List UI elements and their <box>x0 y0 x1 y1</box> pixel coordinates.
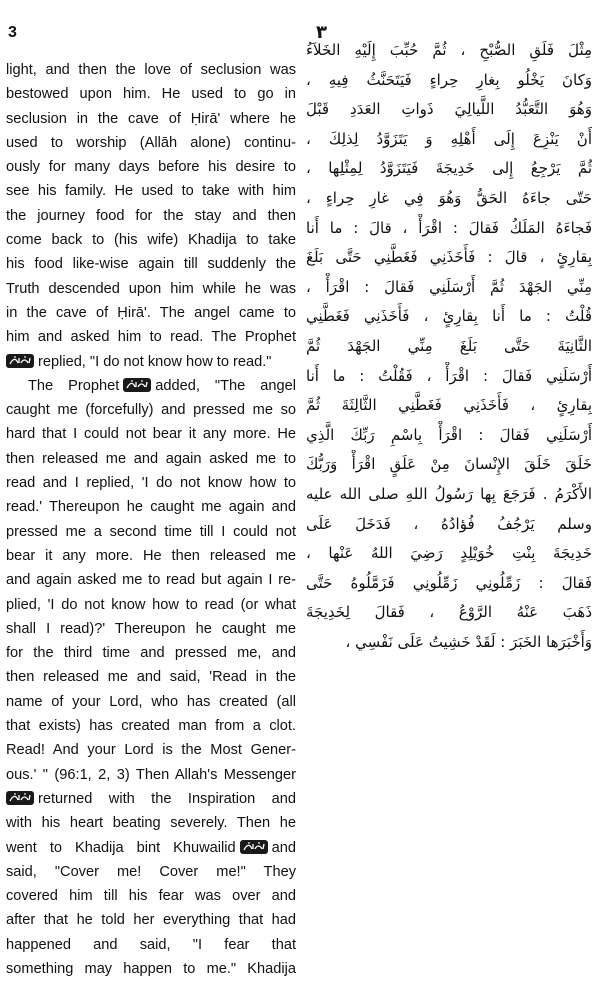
english-line-text: replied, "I do not know how to read." <box>38 353 272 370</box>
arabic-text-column <box>306 36 592 657</box>
english-line: said, "Cover me! Cover me!" They <box>6 863 296 880</box>
english-line: ously for many days before his desire to <box>6 159 296 176</box>
arabic-line: فَقالَ : زَمِّلُونِي زَمِّلُونِي فَزَمَّلُوهُ حَتَّى <box>306 573 592 592</box>
arabic-line: خَلَقَ خَلَقَ الإِنْسانَ مِنْ عَلَقٍ اقْرَأْ وَرَبُّكَ <box>306 455 592 474</box>
page-number-english: 3 <box>8 24 17 41</box>
english-line: Read! And your Lord is the Most Gener- <box>6 742 296 759</box>
english-line: that exists) has created man from a clot. <box>6 718 296 735</box>
english-line-text: added, "The angel <box>155 377 296 394</box>
arabic-line: وَكانَ يَخْلُو بِغارِ حِراءٍ فَيَتَحَنَّثُ فِيهِ ، <box>306 70 592 89</box>
english-line-text: returned with the Inspiration and <box>38 790 296 807</box>
english-line: caught me (forcefully) and pressed me so <box>6 402 296 419</box>
arabic-line: وَهُوَ التَّعَبُّدُ اللَّيالِيَ ذَواتِ العَدَدِ قَبْلَ <box>306 100 592 119</box>
english-line: the journey food for the stay and then <box>6 207 296 224</box>
english-line: hard that I could not bear it any more. He <box>6 426 296 443</box>
arabic-line: أَنْ يَنْزِعَ إِلَى أَهْلِهِ وَ يَتَزَوَّدُ لِذلِكَ ، <box>306 129 592 148</box>
arabic-line: وَأَخْبَرَها الخَبَرَ : لَقَدْ خَشِيتُ عَلَى نَفْسِي ، <box>345 632 592 651</box>
arabic-line: بِقارِئٍ ، قالَ : فَأَخَذَنِي فَغَطَّنِي حَتَّى بَلَغَ <box>306 248 592 267</box>
english-line: seclusion in the cave of Ḥirā' where he <box>6 110 296 127</box>
arabic-line: خَدِيجَةَ بِنْتِ خُوَيْلِدٍ رَضِيَ اللهُ عَنْها ، <box>306 544 592 563</box>
arabic-line: ثُمَّ يَرْجِعُ إِلى خَدِيجَةَ فَيَتَزَوَّدُ لِمِثْلِها ، <box>306 159 592 178</box>
english-line: bear it any more. He then released me <box>6 547 296 564</box>
english-line: shall I read)?' Thereupon he caught me <box>6 620 296 637</box>
arabic-line: الأَكْرَمُ . فَرَجَعَ بِها رَسُولُ اللهِ صلى الله عليه <box>306 484 592 503</box>
arabic-line: بِقارِئٍ ، فَأَخَذَنِي فَغَطَّنِي الثَّالِثَةَ ثُمَّ <box>306 396 592 415</box>
page-number-arabic: ٣ <box>316 22 327 43</box>
english-line: happened and said, "I fear that <box>6 936 296 953</box>
english-line-with-icon <box>6 350 296 374</box>
arabic-line: مِنِّي الجَهْدَ ثُمَّ أَرْسَلَنِي فَقالَ : اقْرَأْ ، <box>306 277 592 296</box>
salutation-icon <box>123 378 151 392</box>
english-line: his food like-wise again till suddenly the <box>6 256 296 273</box>
english-line: plied, 'I do not know how to read (or what <box>6 596 296 613</box>
english-line: see his family. He used to take with him <box>6 183 296 200</box>
english-line: then released me and said, 'Read in the <box>6 669 296 686</box>
english-line-text: The Prophet <box>28 377 120 394</box>
english-line: used to worship (Allāh alone) continu- <box>6 134 296 151</box>
english-line: for the third time and pressed me, and <box>6 645 296 662</box>
salutation-icon <box>6 354 34 368</box>
arabic-line: مِثْلَ فَلَقِ الصُّبْحِ ، ثُمَّ حُبِّبَ إِلَيْهِ الخَلاَءُ <box>306 41 592 59</box>
arabic-line: ذَهَبَ عَنْهُ الرَّوْعُ ، فَقالَ لِخَدِيجَةَ <box>306 603 592 622</box>
english-line: something may happen to me." Khadija <box>6 960 296 977</box>
arabic-line: قُلْتُ : ما أَنا بِقارِئٍ ، فَأَخَذَنِي فَغَطَّنِي <box>306 307 592 326</box>
english-line-text: and <box>271 839 296 856</box>
english-text-column <box>6 58 296 981</box>
arabic-line: الثَّانِيَةَ حَتَّى بَلَغَ مِنِّي الجَهْدَ ثُمَّ <box>306 336 592 355</box>
english-line: read.' Thereupon he caught me again and <box>6 499 296 516</box>
english-line: him and asked him to read. The Prophet <box>6 329 296 346</box>
arabic-line: فَجاءَهُ المَلَكُ فَقالَ : اقْرَأْ ، قالَ : ما أَنا <box>306 218 592 237</box>
english-line: come back to (his wife) Khadija to take <box>6 232 296 249</box>
salutation-icon <box>6 791 34 805</box>
english-line: covered him till his fear was over and <box>6 888 296 905</box>
english-line: after that he told her everything that had <box>6 912 296 929</box>
english-line: and again asked me to read but again I re- <box>6 572 296 589</box>
english-line: Truth descended upon him while he was <box>6 280 296 297</box>
arabic-line: أَرْسَلَنِي فَقالَ : اقْرَأْ ، فَقُلْتُ : ما أَنا <box>306 366 592 385</box>
english-line: name of your Lord, who has created (all <box>6 693 296 710</box>
english-line: pressed me a second time till I could not <box>6 523 296 540</box>
english-line: then released me and again asked me to <box>6 450 296 467</box>
arabic-line: وسلم يَرْجُفُ فُؤادُهُ ، فَدَخَلَ عَلَى <box>306 514 592 533</box>
english-line-with-icon <box>6 787 296 811</box>
english-line: read and I replied, 'I do not know how to <box>6 475 296 492</box>
salutation-icon <box>240 840 268 854</box>
english-line-with-icon <box>6 374 296 398</box>
english-line: bestowed upon him. He used to go in <box>6 86 296 103</box>
english-line-with-icon <box>6 836 296 860</box>
english-line: light, and then the love of seclusion was <box>6 62 296 78</box>
english-line: with his heart beating severely. Then he <box>6 815 296 832</box>
english-line: in the cave of Ḥirā'. The angel came to <box>6 304 296 321</box>
english-line: ous.' " (96:1, 2, 3) Then Allah's Messenger <box>6 766 296 783</box>
arabic-line: أَرْسَلَنِي فَقالَ : اقْرَأْ بِاسْمِ رَبِّكَ الَّذِي <box>306 425 592 444</box>
arabic-line: حَتّى جاءَهُ الحَقُّ وَهُوَ فِي غارِ حِراءٍ ، <box>306 188 592 207</box>
english-line-text: went to Khadija bint Khuwailid <box>6 839 236 856</box>
